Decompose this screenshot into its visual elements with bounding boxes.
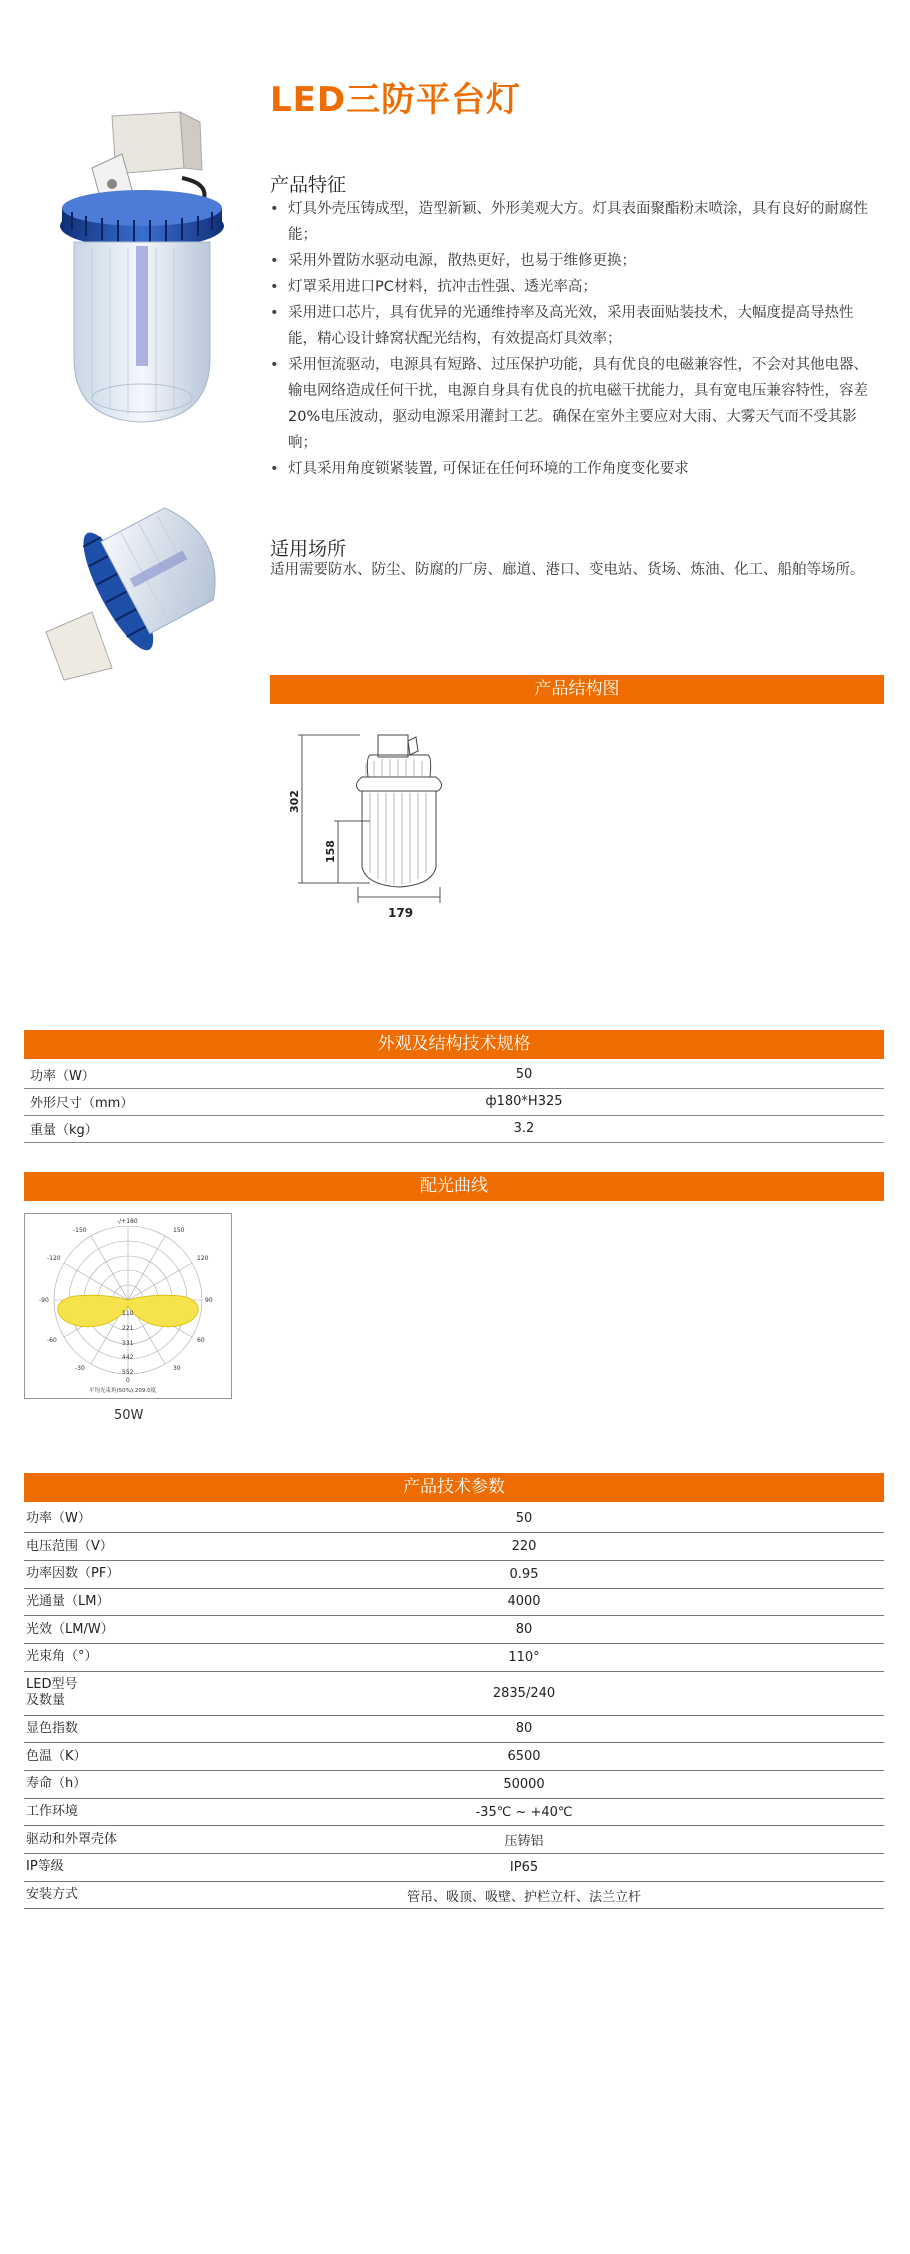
table-row xyxy=(24,1771,884,1799)
angle-label: 90 xyxy=(205,1297,213,1304)
spec-label: 功率（W） xyxy=(24,1061,164,1088)
light-curve-section-bar: 配光曲线 xyxy=(24,1172,884,1201)
table-row xyxy=(24,1671,884,1715)
table-row xyxy=(24,1881,884,1909)
radial-label: 442 xyxy=(122,1354,134,1361)
angle-label: 30 xyxy=(173,1365,181,1372)
angle-label: -60 xyxy=(47,1337,57,1344)
param-value: 管吊、吸顶、吸壁、护栏立杆、法兰立杆 xyxy=(164,1881,884,1909)
appearance-spec-table xyxy=(24,1061,884,1143)
table-row xyxy=(24,1643,884,1671)
feature-item: • 采用外置防水驱动电源，散热更好，也易于维修更换； xyxy=(270,248,880,274)
product-photo-angled xyxy=(42,492,222,682)
param-label: 光效（LM/W） xyxy=(24,1616,164,1644)
param-label: 工作环境 xyxy=(24,1798,164,1826)
table-row xyxy=(24,1588,884,1616)
feature-item: • 采用进口芯片，具有优异的光通维持率及高光效，采用表面贴装技术，大幅度提高导热性能，精心设计蜂窝状配光结构，有效提高灯具效率； xyxy=(270,300,880,352)
table-row xyxy=(24,1088,884,1115)
param-value: 80 xyxy=(164,1715,884,1743)
table-row xyxy=(24,1115,884,1142)
table-row xyxy=(24,1505,884,1533)
angle-label: -30 xyxy=(75,1365,85,1372)
param-value: 110° xyxy=(164,1643,884,1671)
param-value: 50000 xyxy=(164,1771,884,1799)
param-label: 显色指数 xyxy=(24,1715,164,1743)
params-section-bar: 产品技术参数 xyxy=(24,1473,884,1502)
angle-label: 0 xyxy=(126,1377,130,1384)
angle-label: -150 xyxy=(73,1227,87,1234)
param-value: 2835/240 xyxy=(164,1671,884,1715)
dim-width-label: 179 xyxy=(388,906,414,920)
table-row xyxy=(24,1798,884,1826)
param-label: 安装方式 xyxy=(24,1881,164,1909)
param-label: LED型号 及数量 xyxy=(24,1671,164,1715)
feature-item: • 采用恒流驱动，电源具有短路、过压保护功能，具有优良的电磁兼容性，不会对其他电器、输电网络造成任何干扰，电源自身具有优良的抗电磁干扰能力，具有宽电压兼容特性，容差20%电压波动，驱动电源采用灌封工艺。确保在室外主要应对大雨、大雾天气而不受其影响； xyxy=(270,352,880,456)
light-distribution-box xyxy=(24,1213,232,1399)
angle-label: 150 xyxy=(173,1227,185,1234)
usage-heading: 适用场所 xyxy=(270,538,347,560)
beam-angle-note: 平均光束角(50%):209.0度 xyxy=(89,1388,157,1394)
angle-label: 120 xyxy=(197,1255,209,1262)
param-value: 6500 xyxy=(164,1743,884,1771)
param-label: 光束角（°） xyxy=(24,1643,164,1671)
param-value: 80 xyxy=(164,1616,884,1644)
table-row xyxy=(24,1616,884,1644)
param-value: 50 xyxy=(164,1505,884,1533)
table-row xyxy=(24,1854,884,1882)
appearance-section-bar: 外观及结构技术规格 xyxy=(24,1030,884,1059)
param-label: 色温（K） xyxy=(24,1743,164,1771)
angle-label: -/+180 xyxy=(117,1218,138,1225)
light-curve-caption xyxy=(24,1408,232,1423)
spec-value: ф180*H325 xyxy=(164,1088,884,1115)
feature-item: • 灯具采用角度锁紧装置, 可保证在任何环境的工作角度变化要求 xyxy=(270,456,880,482)
angle-label: -90 xyxy=(39,1297,49,1304)
table-row xyxy=(24,1533,884,1561)
features-list xyxy=(270,196,880,482)
angle-label: -120 xyxy=(47,1255,61,1262)
features-heading: 产品特征 xyxy=(270,174,347,196)
feature-item: • 灯具外壳压铸成型，造型新颖、外形美观大方。灯具表面聚酯粉末喷涂，具有良好的耐腐性能； xyxy=(270,196,880,248)
radial-label: 221 xyxy=(122,1325,134,1332)
param-label: 功率（W） xyxy=(24,1505,164,1533)
table-row xyxy=(24,1560,884,1588)
param-label: 电压范围（V） xyxy=(24,1533,164,1561)
table-row xyxy=(24,1061,884,1088)
product-title: LED三防平台灯 xyxy=(270,80,522,120)
param-value: 4000 xyxy=(164,1588,884,1616)
table-row xyxy=(24,1715,884,1743)
param-label: 功率因数（PF） xyxy=(24,1560,164,1588)
structure-diagram xyxy=(290,727,470,927)
param-value: 0.95 xyxy=(164,1560,884,1588)
param-label: 驱动和外罩壳体 xyxy=(24,1826,164,1854)
param-value: -35℃ ~ +40℃ xyxy=(164,1798,884,1826)
table-row xyxy=(24,1826,884,1854)
feature-item: • 灯罩采用进口PC材料，抗冲击性强、透光率高； xyxy=(270,274,880,300)
param-label: IP等级 xyxy=(24,1854,164,1882)
dim-height-label: 302 xyxy=(288,790,301,813)
usage-text: 适用需要防水、防尘、防腐的厂房、廊道、港口、变电站、货场、炼油、化工、船舶等场所。 xyxy=(270,562,865,578)
radial-label: 331 xyxy=(122,1340,134,1347)
structure-section-bar: 产品结构图 xyxy=(270,675,884,704)
spec-value: 3.2 xyxy=(164,1115,884,1142)
spec-label: 外形尺寸（mm） xyxy=(24,1088,164,1115)
radial-label: 552 xyxy=(122,1369,134,1376)
polar-curve-chart xyxy=(25,1214,231,1398)
params-table xyxy=(24,1505,884,1909)
dim-inner-label: 158 xyxy=(324,840,337,863)
param-label: 寿命（h） xyxy=(24,1771,164,1799)
angle-label: 60 xyxy=(197,1337,205,1344)
product-photo-front xyxy=(52,108,232,428)
param-value: IP65 xyxy=(164,1854,884,1882)
radial-label: 110 xyxy=(122,1310,134,1317)
param-label: 光通量（LM） xyxy=(24,1588,164,1616)
caption-text: 50W xyxy=(114,1408,144,1423)
table-row xyxy=(24,1743,884,1771)
spec-value: 50 xyxy=(164,1061,884,1088)
spec-label: 重量（kg） xyxy=(24,1115,164,1142)
param-value: 压铸铝 xyxy=(164,1826,884,1854)
param-value: 220 xyxy=(164,1533,884,1561)
